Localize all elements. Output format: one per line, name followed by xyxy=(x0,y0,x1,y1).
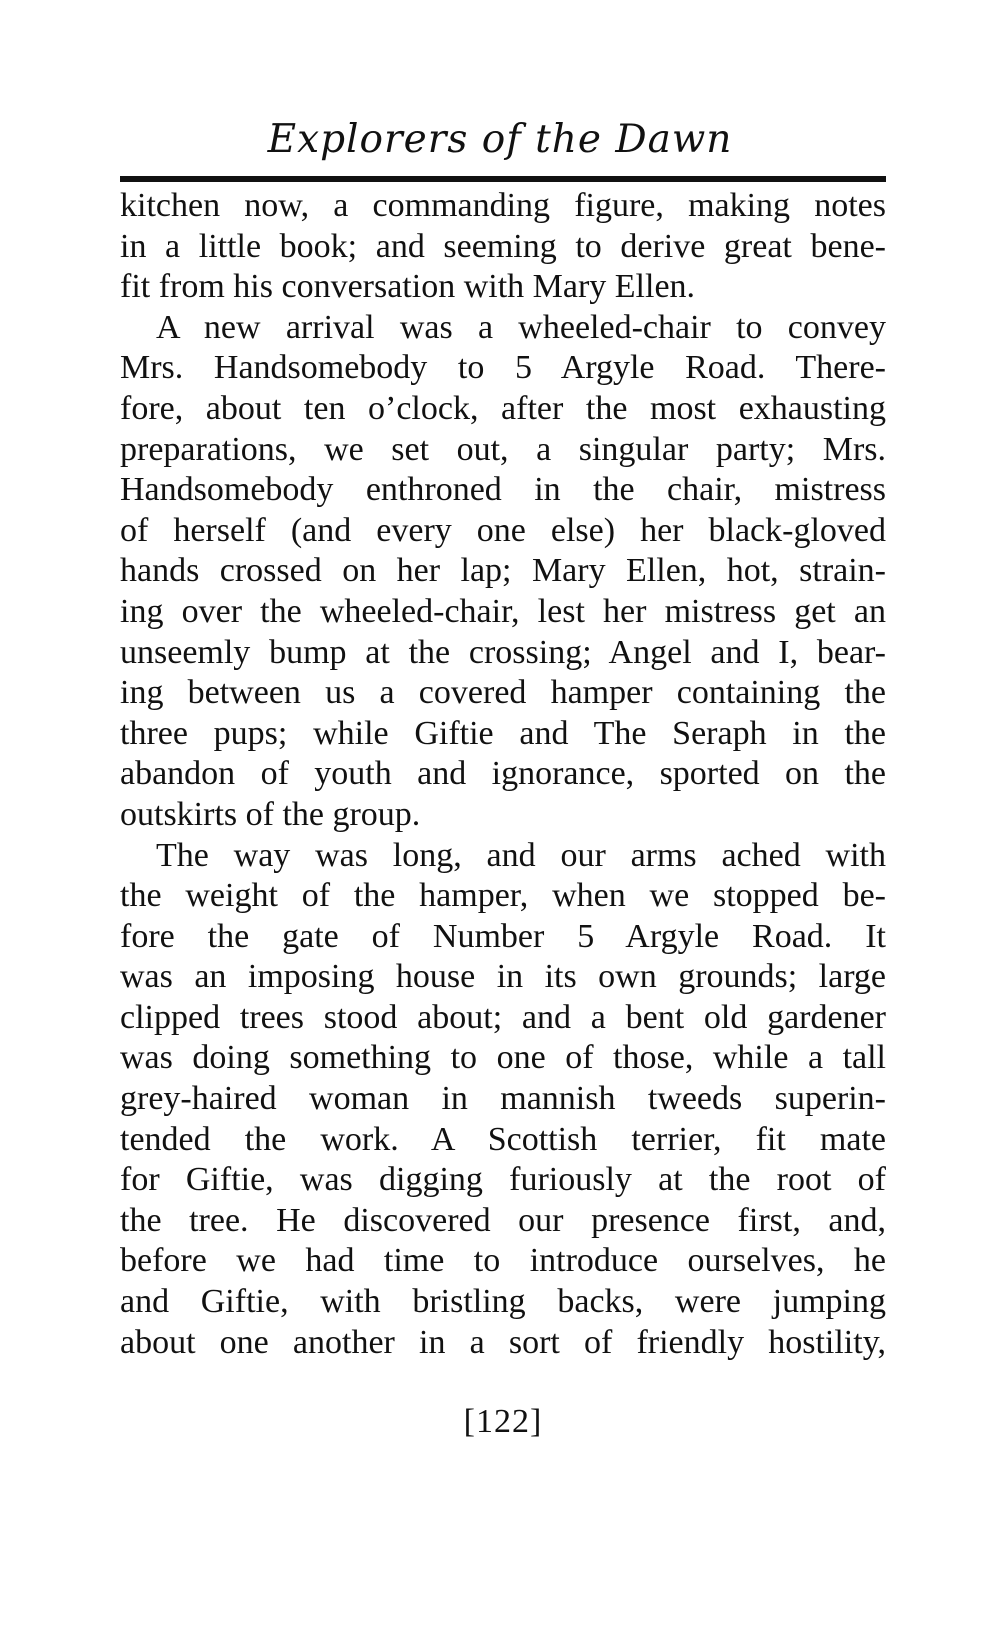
text-line: The way was long, and our arms ached with xyxy=(156,836,886,874)
text-line: fore the gate of Number 5 Argyle Road. It xyxy=(120,917,886,955)
text-line: of herself (and every one else) her black-gloved xyxy=(120,511,886,549)
text-line: was doing something to one of those, while a tall xyxy=(120,1039,886,1077)
text-line: Mrs. Handsomebody to 5 Argyle Road. There- xyxy=(120,349,886,387)
text-line: ing between us a covered hamper containing the xyxy=(120,674,886,712)
text-line: the weight of the hamper, when we stopped be- xyxy=(120,877,886,915)
text-line: fit from his conversation with Mary Ellen. xyxy=(120,268,696,306)
header-rule xyxy=(120,176,886,182)
body-text xyxy=(120,186,886,1363)
running-head: Explorers of the Dawn xyxy=(267,117,733,162)
text-line: was an imposing house in its own grounds; large xyxy=(120,958,886,996)
text-line: preparations, we set out, a singular party; Mrs. xyxy=(120,430,886,468)
text-line: hands crossed on her lap; Mary Ellen, hot, strain- xyxy=(120,552,886,590)
text-line: grey-haired woman in mannish tweeds superin- xyxy=(120,1080,886,1118)
text-line: Handsomebody enthroned in the chair, mistress xyxy=(120,471,886,509)
text-line: before we had time to introduce ourselves, he xyxy=(120,1242,886,1280)
text-line: outskirts of the group. xyxy=(120,795,421,833)
text-line: A new arrival was a wheeled-chair to convey xyxy=(156,308,886,346)
text-line: in a little book; and seeming to derive great bene- xyxy=(120,227,886,265)
text-line: fore, about ten o’clock, after the most exhausting xyxy=(120,389,886,427)
text-line: clipped trees stood about; and a bent old gardener xyxy=(120,998,886,1036)
text-line: unseemly bump at the crossing; Angel and I, bear- xyxy=(120,633,886,671)
text-line: and Giftie, with bristling backs, were jumping xyxy=(120,1283,886,1321)
text-line: ing over the wheeled-chair, lest her mistress get an xyxy=(120,592,886,630)
text-line: tended the work. A Scottish terrier, fit mate xyxy=(120,1120,886,1158)
text-line: the tree. He discovered our presence first, and, xyxy=(120,1201,886,1239)
text-line: kitchen now, a commanding figure, making notes xyxy=(120,187,886,224)
text-line: for Giftie, was digging furiously at the root of xyxy=(120,1161,886,1199)
text-line: three pups; while Giftie and The Seraph in the xyxy=(120,714,886,752)
page-number: [122] xyxy=(463,1403,543,1440)
text-line: about one another in a sort of friendly hostility, xyxy=(120,1323,886,1361)
text-line: abandon of youth and ignorance, sported on the xyxy=(120,755,886,793)
